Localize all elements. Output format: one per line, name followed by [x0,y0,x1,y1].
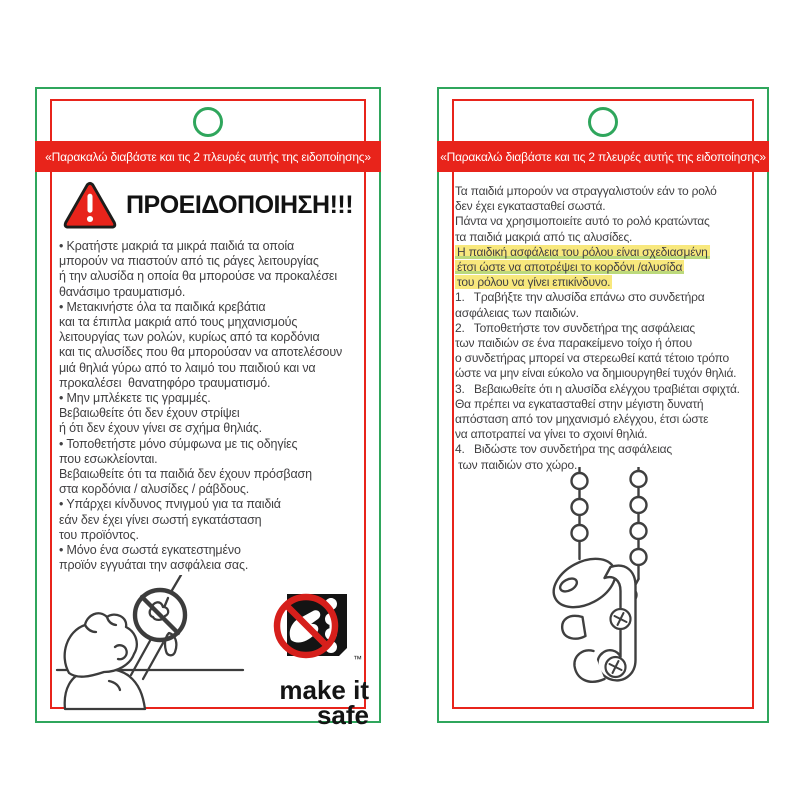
text-line [455,245,763,260]
highlighted-text: έτσι ώστε να αποτρέψει το κορδόνι /αλυσίδα [457,260,683,275]
warning-triangle-icon [63,181,117,230]
text-line: τα παιδιά μακριά από τις αλυσίδες. [455,229,633,244]
text-line: • Μετακινήστε όλα τα παιδικά κρεβάτια [59,299,266,314]
text-line: Τα παιδιά μπορούν να στραγγαλιστούν εάν το ρολό [455,184,717,198]
text-line: Βεβαιωθείτε ότι τα παιδιά δεν έχουν πρόσβαση [59,467,312,482]
text-line: στα κορδόνια / αλυσίδες / ράβδους. [59,482,250,497]
text-line [455,275,763,290]
text-line: Πάντα να χρησιμοποιείτε αυτό το ρολό κρατώντας [455,214,710,229]
make-it-safe-logo [219,592,369,730]
highlighted-text: του ρόλου να γίνει επικίνδυνο. [457,275,611,290]
text-line: • Υπάρχει κίνδυνος πνιγμού για τα παιδιά [59,497,281,512]
text-line: δεν έχει εγκατασταθεί σωστά. [455,199,606,214]
text-line: απόσταση από τον μηχανισμό ελέγχου, έτσι ώστε [455,412,709,427]
text-line: 1. Τραβήξτε την αλυσίδα επάνω στο συνδετήρα [455,290,705,305]
text-line: • Μόνο ένα σωστά εγκατεστημένο [59,543,241,558]
text-line: 2. Τοποθετήστε τον συνδετήρα της ασφάλειας [455,320,695,335]
hole-punch-icon [193,107,223,137]
text-line: ή ότι δεν έχουν γίνει σε σχήμα θηλιάς. [59,421,262,436]
text-line: • Μην μπλέκετε τις γραμμές. [59,391,211,406]
text-line: 3. Βεβαιωθείτε ότι η αλυσίδα ελέγχου τραβιέται σφιχτά. [455,381,740,396]
highlighted-text: Η παιδική ασφάλεια του ρόλου είναι σχεδιασμένη [457,244,708,259]
text-line: ασφάλειας των παιδιών. [455,305,579,320]
text-line: των παιδιών σε ένα παρακείμενο τοίχο ή όπου [455,336,692,351]
warning-title-row [63,181,353,230]
text-line: 4. Βιδώστε τον συνδετήρα της ασφάλειας [455,442,672,457]
text-line: προϊόν εγγυάται την ασφάλεια σας. [59,558,249,573]
logo-text-line1: make it [279,675,369,705]
text-line: Θα πρέπει να εγκατασταθεί στην μέγιστη δυνατή [455,396,704,411]
text-line: θανάσιμο τραυματισμό. [59,284,186,299]
text-line: και τις αλυσίδες που θα μπορούσαν να αποτελέσουν [59,345,343,360]
warning-tag-back [437,87,769,723]
text-line: μιά θηλιά γύρω από το λαιμό του παιδιού και να [59,360,316,375]
text-line: ο συνδετήρας μπορεί να στερεωθεί κατά τέτοιο τρόπο [455,351,730,366]
text-line: • Τοποθετήστε μόνο σύμφωνα με τις οδηγίες [59,436,298,451]
chain-safety-tensioner-illustration [523,467,698,705]
tag-front-banner: «Παρακαλώ διαβάστε και τις 2 πλευρές αυτής της ειδοποίησης» [35,141,381,172]
text-line: μπορούν να πιαστούν από τις ράγες λειτουργίας [59,254,319,269]
logo-text-line2: safe [316,700,369,730]
tag-back-banner: «Παρακαλώ διαβάστε και τις 2 πλευρές αυτής της ειδοποίησης» [437,141,769,172]
no-child-chain-icon [269,592,369,672]
trademark-symbol: ™ [353,654,362,664]
text-line [455,260,763,275]
text-line: προκαλέσει θανατηφόρο τραυματισμό. [59,375,271,390]
text-line: να αποτραπεί να γίνει το σχοινί θηλιά. [455,427,648,442]
text-line: ή την αλυσίδα η οποία θα μπορούσε να προκαλέσει [59,269,337,284]
text-line: • Κρατήστε μακριά τα μικρά παιδιά τα οποία [59,239,295,253]
text-line: που εσωκλείονται. [59,451,158,466]
text-line: εάν δεν έχει γίνει σωστή εγκατάσταση [59,512,262,527]
text-line: και τα έπιπλα μακριά από τους μηχανισμούς [59,315,298,330]
back-body-text [455,184,763,473]
warning-tag-front [35,87,381,730]
text-line: ώστε να μην είναι εύκολο να δημιουργηθεί τυχόν θηλιά. [455,366,737,381]
warning-title: ΠΡΟΕΙΔΟΠΟΙΗΣΗ!!! [126,191,354,219]
hole-punch-icon [588,107,618,137]
front-body-text [59,239,373,573]
text-line: λειτουργίας των ρολών, κυρίως από τα κορδόνια [59,330,320,345]
text-line: Βεβαιωθείτε ότι δεν έχουν στρίψει [59,406,240,421]
text-line: των παιδιών στο χώρο. [455,457,578,472]
text-line: του προϊόντος. [59,527,139,542]
